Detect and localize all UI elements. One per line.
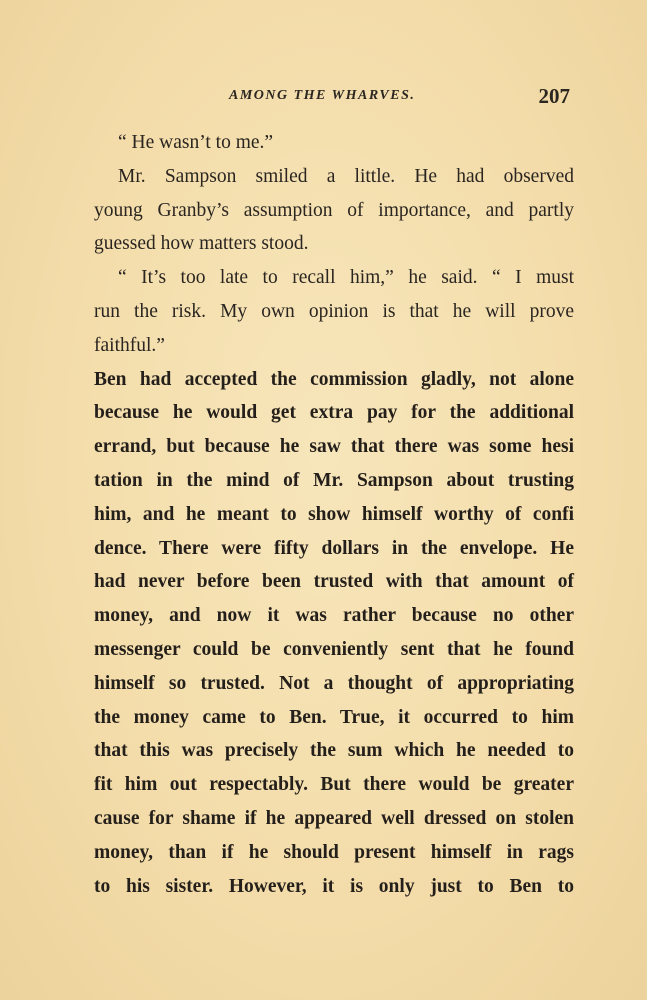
text-line: money, than if he should present himself in rags (94, 841, 574, 863)
page-number: 207 (538, 84, 570, 108)
text-line: “ He wasn’t to me.” (118, 132, 274, 153)
running-head: AMONG THE WHARVES. (229, 88, 416, 103)
text-line: Mr. Sampson smiled a little. He had observed (118, 165, 574, 187)
text-line: tation in the mind of Mr. Sampson about trusting (94, 469, 574, 491)
text-line: himself so trusted. Not a thought of appropriating (94, 672, 574, 694)
body-text (94, 126, 574, 903)
text-line: the money came to Ben. True, it occurred to him (94, 706, 574, 728)
text-line: money, and now it was rather because no other (94, 605, 574, 627)
text-line: Ben had accepted the commission gladly, not alone (94, 368, 574, 390)
page-header (0, 84, 647, 112)
text-line: cause for shame if he appeared well dressed on stolen (94, 807, 574, 829)
text-line: run the risk. My own opinion is that he will prove (94, 300, 574, 322)
text-line: fit him out respectably. But there would be greater (94, 774, 574, 796)
text-line: “ It’s too late to recall him,” he said. “ I must (118, 267, 574, 289)
text-line: because he would get extra pay for the additional (94, 402, 574, 424)
text-line: errand, but because he saw that there was some hesi (94, 436, 574, 458)
text-line: had never before been trusted with that amount of (94, 571, 574, 593)
text-line: faithful.” (94, 334, 165, 356)
text-line: that this was precisely the sum which he needed to (94, 740, 574, 762)
text-line: young Granby’s assumption of importance, and partly (94, 199, 574, 221)
text-line: messenger could be conveniently sent that he found (94, 638, 574, 660)
text-line: to his sister. However, it is only just to Ben to (94, 875, 574, 897)
text-line: guessed how matters stood. (94, 233, 309, 255)
text-line: him, and he meant to show himself worthy of confi (94, 503, 574, 525)
text-line: dence. There were fifty dollars in the envelope. He (94, 537, 574, 559)
